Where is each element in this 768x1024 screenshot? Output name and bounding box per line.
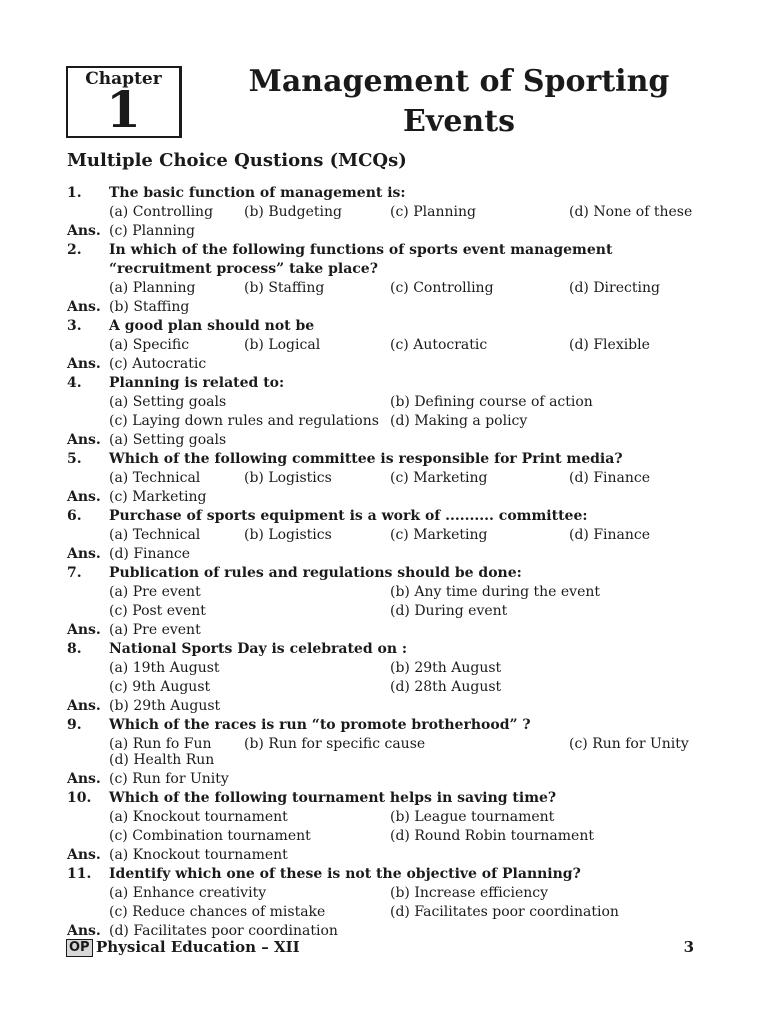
chapter-number: 1 xyxy=(106,80,141,139)
option: (d) Making a policy xyxy=(390,413,528,429)
option: (b) 29th August xyxy=(390,660,502,676)
option: (c) 9th August xyxy=(109,679,211,695)
option: (b) Run for specific cause xyxy=(244,736,426,752)
option: (a) Knockout tournament xyxy=(109,809,288,825)
option: (d) Directing xyxy=(569,280,660,296)
answer-row xyxy=(67,846,717,865)
options-row xyxy=(67,203,717,222)
question-row xyxy=(67,789,717,808)
answer-label: Ans. xyxy=(67,356,101,372)
option: (d) Round Robin tournament xyxy=(390,828,594,844)
options-row xyxy=(67,884,717,903)
question-row xyxy=(67,450,717,469)
option: (d) Facilitates poor coordination xyxy=(390,904,619,920)
section-title: Multiple Choice Qustions (MCQs) xyxy=(67,150,407,171)
options-row xyxy=(67,659,717,678)
option: (c) Combination tournament xyxy=(109,828,311,844)
answer-label: Ans. xyxy=(67,432,101,448)
question-number: 4. xyxy=(67,375,82,391)
question-text: Which of the following tournament helps in saving time? xyxy=(109,790,557,806)
option: (a) Planning xyxy=(109,280,196,296)
question-text: Identify which one of these is not the objective of Planning? xyxy=(109,866,581,882)
answer-row xyxy=(67,621,717,640)
option: (a) Enhance creativity xyxy=(109,885,267,901)
option: (c) Reduce chances of mistake xyxy=(109,904,326,920)
answer-text: (c) Marketing xyxy=(109,489,207,505)
answer-text: (c) Autocratic xyxy=(109,356,207,372)
options-row xyxy=(67,583,717,602)
question-number: 11. xyxy=(67,866,92,882)
option: (b) Defining course of action xyxy=(390,394,593,410)
option: (b) Budgeting xyxy=(244,204,342,220)
question-text: National Sports Day is celebrated on : xyxy=(109,641,408,657)
option: (d) Finance xyxy=(569,470,651,486)
answer-row xyxy=(67,431,717,450)
option: (b) Logistics xyxy=(244,527,332,543)
option: (c) Run for Unity xyxy=(569,736,689,752)
options-row xyxy=(67,827,717,846)
option: (a) Technical xyxy=(109,470,201,486)
option: (a) 19th August xyxy=(109,660,220,676)
options-row xyxy=(67,469,717,488)
chapter-title: Management of Sporting Events xyxy=(248,64,670,139)
answer-label: Ans. xyxy=(67,223,101,239)
chapter-label: Chapter xyxy=(85,69,162,89)
option: (a) Setting goals xyxy=(109,394,227,410)
options-row xyxy=(67,808,717,827)
option: (d) Flexible xyxy=(569,337,650,353)
options-row xyxy=(67,735,717,751)
option: (a) Specific xyxy=(109,337,190,353)
options-row xyxy=(67,393,717,412)
question-number: 7. xyxy=(67,565,82,581)
question-number: 3. xyxy=(67,318,82,334)
option: (c) Marketing xyxy=(390,470,488,486)
option: (d) During event xyxy=(390,603,508,619)
answer-row xyxy=(67,770,717,789)
option: (b) League tournament xyxy=(390,809,555,825)
book-title: Physical Education – XII xyxy=(96,938,300,956)
page-number: 3 xyxy=(683,938,694,956)
option: (a) Pre event xyxy=(109,584,201,600)
answer-label: Ans. xyxy=(67,622,101,638)
answer-label: Ans. xyxy=(67,847,101,863)
question-row xyxy=(67,640,717,659)
question-text: Planning is related to: xyxy=(109,375,285,391)
question-text: In which of the following functions of sports event management “recruitment process” take place? xyxy=(109,242,613,277)
options-row xyxy=(67,336,717,355)
option: (b) Logistics xyxy=(244,470,332,486)
question-row xyxy=(67,317,717,336)
answer-label: Ans. xyxy=(67,698,101,714)
question-text: The basic function of management is: xyxy=(109,185,406,201)
question-row xyxy=(67,507,717,526)
answer-text: (a) Setting goals xyxy=(109,432,227,448)
answer-text: (c) Run for Unity xyxy=(109,771,229,787)
answer-text: (d) Facilitates poor coordination xyxy=(109,923,338,939)
options-row xyxy=(67,903,717,922)
chapter-box xyxy=(66,66,182,138)
question-text: Which of the races is run “to promote brotherhood” ? xyxy=(109,717,531,733)
options-row xyxy=(67,602,717,621)
publisher-logo: OP xyxy=(66,939,93,957)
page-footer xyxy=(66,938,694,960)
answer-label: Ans. xyxy=(67,546,101,562)
option: (b) Logical xyxy=(244,337,321,353)
question-number: 2. xyxy=(67,242,82,258)
answer-text: (c) Planning xyxy=(109,223,195,239)
option: (a) Run fo Fun xyxy=(109,736,212,752)
option: (c) Laying down rules and regulations xyxy=(109,413,379,429)
answer-text: (b) 29th August xyxy=(109,698,221,714)
question-text: Publication of rules and regulations should be done: xyxy=(109,565,522,581)
answer-label: Ans. xyxy=(67,489,101,505)
question-number: 1. xyxy=(67,185,82,201)
question-number: 6. xyxy=(67,508,82,524)
option: (c) Post event xyxy=(109,603,206,619)
option: (c) Controlling xyxy=(390,280,494,296)
option: (b) Increase efficiency xyxy=(390,885,549,901)
answer-row xyxy=(67,488,717,507)
question-number: 10. xyxy=(67,790,92,806)
answer-row xyxy=(67,697,717,716)
option: (c) Autocratic xyxy=(390,337,488,353)
question-number: 5. xyxy=(67,451,82,467)
question-list xyxy=(67,184,717,941)
answer-row xyxy=(67,355,717,374)
options-row xyxy=(67,279,717,298)
answer-row xyxy=(67,545,717,564)
options-row xyxy=(67,751,717,770)
answer-label: Ans. xyxy=(67,923,101,939)
option: (b) Any time during the event xyxy=(390,584,601,600)
option: (d) Finance xyxy=(569,527,651,543)
question-row xyxy=(67,564,717,583)
question-text: A good plan should not be xyxy=(109,318,315,334)
question-text: Purchase of sports equipment is a work of .......... committee: xyxy=(109,508,588,524)
option: (c) Planning xyxy=(390,204,476,220)
answer-text: (a) Pre event xyxy=(109,622,201,638)
answer-label: Ans. xyxy=(67,299,101,315)
option: (d) Health Run xyxy=(109,752,215,768)
question-row xyxy=(67,241,717,279)
answer-text: (b) Staffing xyxy=(109,299,190,315)
question-number: 8. xyxy=(67,641,82,657)
option: (c) Marketing xyxy=(390,527,488,543)
answer-row xyxy=(67,222,717,241)
question-row xyxy=(67,716,717,735)
options-row xyxy=(67,412,717,431)
answer-label: Ans. xyxy=(67,771,101,787)
question-number: 9. xyxy=(67,717,82,733)
question-row xyxy=(67,865,717,884)
option: (d) 28th August xyxy=(390,679,502,695)
option: (a) Controlling xyxy=(109,204,214,220)
question-row xyxy=(67,374,717,393)
option: (b) Staffing xyxy=(244,280,325,296)
answer-text: (a) Knockout tournament xyxy=(109,847,288,863)
option: (d) None of these xyxy=(569,204,693,220)
options-row xyxy=(67,678,717,697)
answer-text: (d) Finance xyxy=(109,546,191,562)
options-row xyxy=(67,526,717,545)
question-text: Which of the following committee is responsible for Print media? xyxy=(109,451,623,467)
option: (a) Technical xyxy=(109,527,201,543)
answer-row xyxy=(67,298,717,317)
question-row xyxy=(67,184,717,203)
